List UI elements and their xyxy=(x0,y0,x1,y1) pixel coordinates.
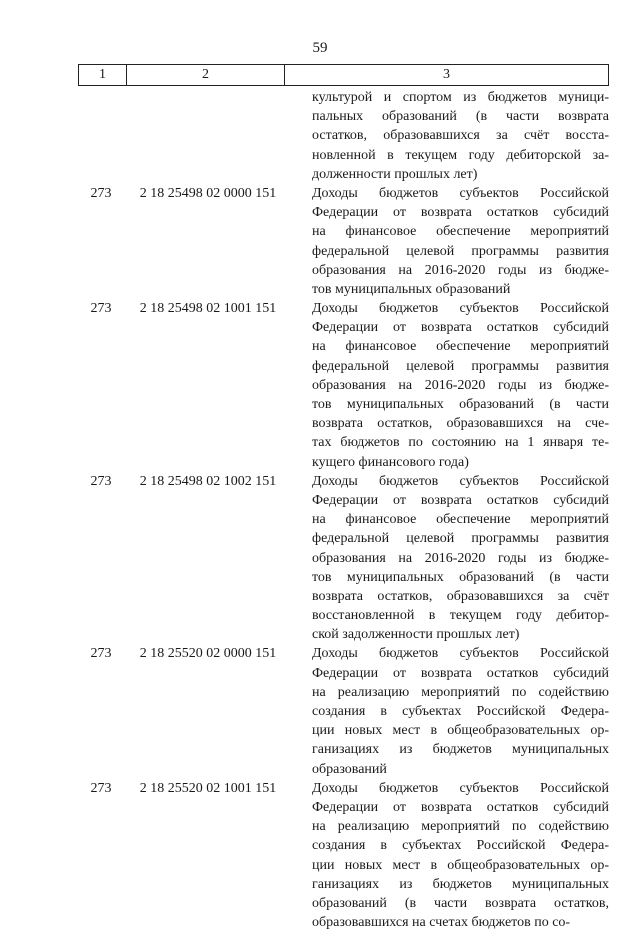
budget-classification-code: 2 18 25498 02 1001 151 xyxy=(139,301,277,317)
description-line: образовавшихся на счетах бюджетов по со- xyxy=(312,915,571,931)
description-line: федеральной целевой программы развития xyxy=(312,243,609,259)
table-row xyxy=(78,644,609,778)
income-description xyxy=(312,299,609,472)
description-line: Федерации от возврата остатков субсидий xyxy=(312,665,609,681)
description-line: образования на 2016-2020 годы из бюдже- xyxy=(312,262,609,278)
budget-classification-code: 2 18 25520 02 0000 151 xyxy=(139,646,277,662)
description-line: Доходы бюджетов субъектов Российской xyxy=(312,301,609,317)
admin-code: 273 xyxy=(90,646,112,662)
admin-code: 273 xyxy=(90,301,112,317)
table-header xyxy=(78,64,609,86)
description-line: тов муниципальных образований (в части xyxy=(312,569,609,585)
budget-classification-code: 2 18 25520 02 1001 151 xyxy=(139,780,277,796)
header-col-3: 3 xyxy=(443,67,450,82)
description-line: Федерации от возврата остатков субсидий xyxy=(312,799,609,815)
description-line: ганизациях из бюджетов муниципальных xyxy=(312,742,609,758)
table-row xyxy=(78,299,609,472)
description-line: ции новых мест в общеобразовательных ор- xyxy=(312,857,609,873)
description-line: культурой и спортом из бюджетов муници- xyxy=(312,90,609,105)
income-description xyxy=(312,472,609,645)
description-line: ской задолженности прошлых лет) xyxy=(312,627,520,643)
description-line: долженности прошлых лет) xyxy=(312,166,478,182)
description-line: восстановленной в текущем году дебитор- xyxy=(312,608,609,624)
table-row xyxy=(78,88,609,184)
description-line: образований (в части возврата остатков, xyxy=(312,895,609,911)
description-line: Доходы бюджетов субъектов Российской xyxy=(312,646,609,662)
description-line: федеральной целевой программы развития xyxy=(312,358,609,374)
budget-classification-code: 2 18 25498 02 1002 151 xyxy=(139,473,277,489)
income-description xyxy=(312,184,609,299)
description-line: создания в субъектах Российской Федера- xyxy=(312,838,609,854)
income-description xyxy=(312,644,609,778)
description-line: Федерации от возврата остатков субсидий xyxy=(312,205,609,221)
description-line: Доходы бюджетов субъектов Российской xyxy=(312,185,609,201)
table-row xyxy=(78,184,609,299)
header-col-2: 2 xyxy=(127,65,285,85)
description-line: образований xyxy=(312,761,387,777)
admin-code: 273 xyxy=(90,473,112,489)
description-line: кущего финансового года) xyxy=(312,454,469,470)
description-line: Федерации от возврата остатков субсидий xyxy=(312,492,609,508)
description-line: на финансовое обеспечение мероприятий xyxy=(312,339,609,355)
admin-code: 273 xyxy=(90,185,112,201)
header-col-1: 1 xyxy=(79,65,127,85)
description-line: Федерации от возврата остатков субсидий xyxy=(312,320,609,336)
description-line: на реализацию мероприятий по содействию xyxy=(312,819,609,835)
page-number: 59 xyxy=(312,40,328,56)
description-line: создания в субъектах Российской Федера- xyxy=(312,704,609,719)
table-body xyxy=(78,88,609,932)
income-description xyxy=(312,779,609,932)
description-line: на финансовое обеспечение мероприятий xyxy=(312,512,609,528)
description-line: остатков, образовавшихся за счёт восста- xyxy=(312,128,609,144)
description-line: новленной в текущем году дебиторской за- xyxy=(312,147,609,163)
description-line: образования на 2016-2020 годы из бюдже- xyxy=(312,550,609,566)
description-line: Доходы бюджетов субъектов Российской xyxy=(312,780,609,796)
table-row xyxy=(78,779,609,932)
description-line: ганизациях из бюджетов муниципальных xyxy=(312,876,609,892)
description-line: тах бюджетов по состоянию на 1 января те- xyxy=(312,435,609,451)
description-line: на реализацию мероприятий по содействию xyxy=(312,684,609,700)
table-row xyxy=(78,472,609,645)
admin-code: 273 xyxy=(90,780,112,796)
income-description xyxy=(312,88,609,184)
description-line: ции новых мест в общеобразовательных ор- xyxy=(312,723,609,739)
description-line: образования на 2016-2020 годы из бюдже- xyxy=(312,377,609,393)
description-line: тов муниципальных образований (в части xyxy=(312,397,609,412)
description-line: возврата остатков, образовавшихся на сче- xyxy=(312,416,609,432)
description-line: на финансовое обеспечение мероприятий xyxy=(312,224,609,240)
description-line: пальных образований (в части возврата xyxy=(312,109,609,125)
budget-classification-code: 2 18 25498 02 0000 151 xyxy=(139,185,277,201)
description-line: тов муниципальных образований xyxy=(312,281,511,297)
description-line: Доходы бюджетов субъектов Российской xyxy=(312,473,609,489)
description-line: возврата остатков, образовавшихся за счёт xyxy=(312,588,609,604)
description-line: федеральной целевой программы развития xyxy=(312,531,609,547)
